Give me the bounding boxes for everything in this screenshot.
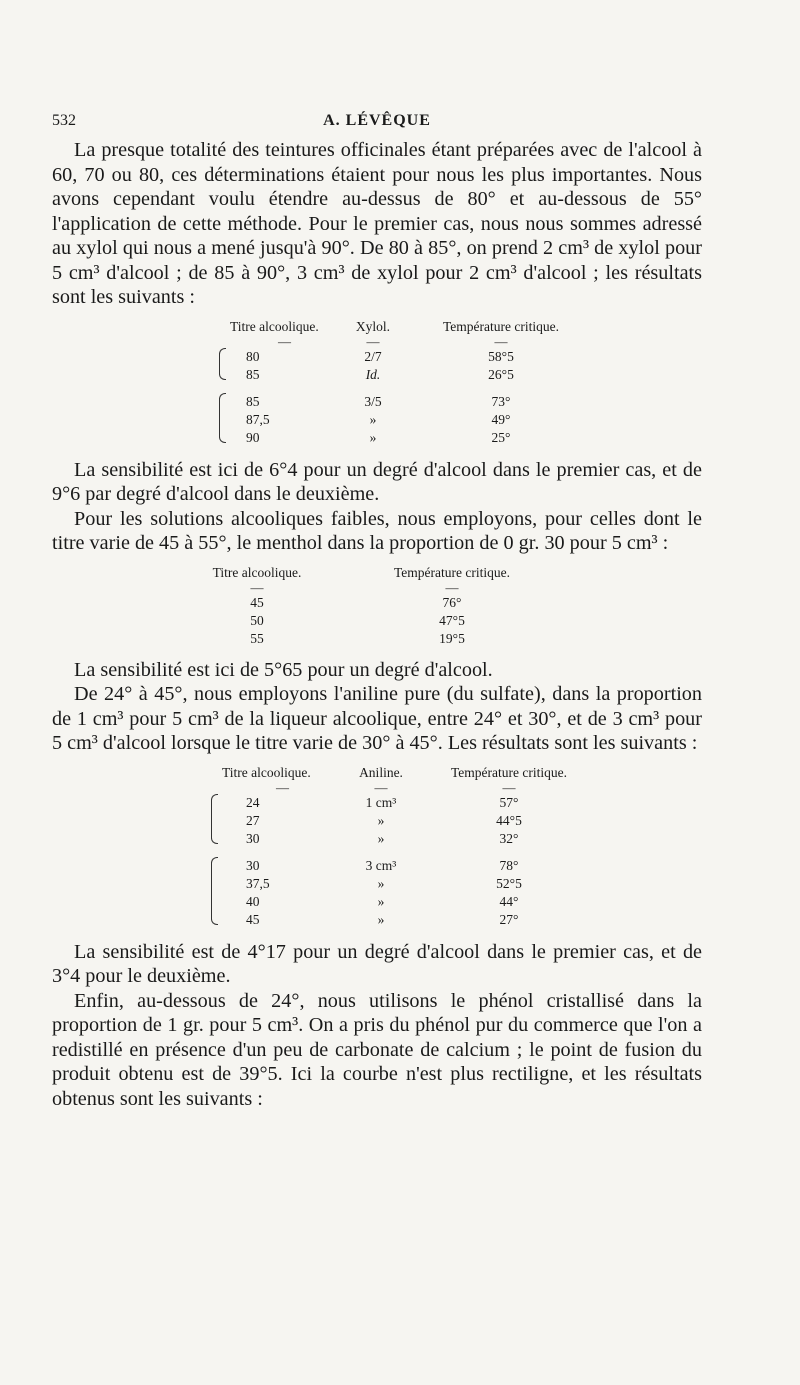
paragraph-7: Enfin, au-dessous de 24°, nous utilisons le phénol cristallisé dans la proportion de 1 gr. pour 5 cm³. On a pris du phénol pur du commerce que l'on a redistillé en présence d'un peu de carbonate de calcium ; le point de fusion du produit obtenu est de 39°5. Ici la courbe n'est plus rectiligne, et les résultats obtenus sont les suivants :: [52, 989, 702, 1110]
paragraph-2: La sensibilité est ici de 6°4 pour un degré d'alcool dans le premier cas, et de 9°6 par degré d'alcool dans le deuxième.: [52, 458, 702, 505]
table-row: 87,5 » 49°: [246, 411, 511, 427]
table-menthol: [192, 564, 582, 648]
table-xylol: [214, 318, 590, 448]
table-row: 45 76°: [250, 594, 462, 610]
paragraph-4: La sensibilité est ici de 5°65 pour un degré d'alcool.: [74, 658, 493, 681]
table1-header-xylol: Xylol.: [355, 318, 391, 334]
paragraph-5: De 24° à 45°, nous employons l'aniline pure (du sulfate), dans la proportion de 1 cm³ pour 5 cm³ de la liqueur alcoolique, entre 24° et 30°, et de 3 cm³ pour 5 cm³ d'alcool lorsque le titre varie de 30° à 45°. Les résultats sont les suivants :: [52, 683, 702, 754]
table1-dash: —: [494, 333, 508, 349]
table1-dash: —: [366, 333, 380, 349]
table-row: 24 1 cm³ 57°: [206, 794, 598, 812]
table-row: 85 Id. 26°5: [246, 367, 514, 383]
paragraph-3: Pour les solutions alcooliques faibles, nous employons, pour celles dont le titre varie de 45 à 55°, le menthol dans la proportion de 0 gr. 30 pour 5 cm³ :: [52, 507, 702, 554]
running-head: A. LÉVÊQUE: [323, 112, 431, 129]
table3-header-aniline: Aniline.: [359, 764, 403, 780]
table1-header-titre: Titre alcoolique.: [230, 318, 319, 334]
table2-dash: —: [445, 579, 459, 595]
brace-icon: [214, 393, 230, 448]
table-row: 30 3 cm³ 78°: [206, 857, 598, 875]
table3-dash: —: [374, 779, 388, 795]
table2-dash: —: [250, 579, 264, 595]
page: [52, 112, 702, 1111]
table3-header-temperature: Température critique.: [451, 764, 567, 780]
table3-dash: —: [502, 779, 516, 795]
table-row: 90 » 25°: [246, 430, 511, 446]
table-aniline: [206, 764, 598, 930]
paragraph-1: La presque totalité des teintures officinales étant préparées avec de l'alcool à 60, 70 ou 80, ces déterminations étaient pour nous les plus importantes. Nous avons cependant voulu étendre au-dessus de 80° et au-dessous de 55° l'application de cette méthode. Pour le premier cas, nous nous sommes adressé au xylol qui nous a mené jusqu'à 90°. De 80 à 85°, on prend 2 cm³ de xylol pour 5 cm³ d'alcool ; de 85 à 90°, 3 cm³ de xylol pour 2 cm³ d'alcool ; les résultats sont les suivants :: [52, 139, 702, 308]
brace-icon: [206, 794, 222, 849]
table-row: 27 » 44°5: [246, 812, 522, 828]
table-row: 85 3/5 73°: [214, 393, 590, 411]
table2-header-titre: Titre alcoolique.: [212, 564, 302, 580]
table3-header-titre: Titre alcoolique.: [222, 764, 311, 780]
brace-icon: [214, 348, 230, 385]
page-number: 532: [52, 112, 76, 129]
paragraph-6: La sensibilité est de 4°17 pour un degré d'alcool dans le premier cas, et de 3°4 pour le deuxième.: [52, 940, 702, 987]
table-row: 40 » 44°: [246, 894, 519, 910]
table-row: 30 » 32°: [246, 831, 519, 847]
table-row: 50 47°5: [250, 612, 465, 628]
table2-header-temperature: Température critique.: [394, 564, 510, 580]
table-row: 37,5 » 52°5: [246, 875, 522, 891]
table1-header-temperature: Température critique.: [443, 318, 559, 334]
table1-dash: —: [278, 333, 291, 349]
page-header: [52, 112, 702, 138]
table-row: 55 19°5: [250, 630, 465, 646]
table-row: 80 2/7 58°5: [214, 348, 590, 367]
table-row: 45 » 27°: [246, 912, 519, 928]
table3-dash: —: [276, 779, 289, 795]
brace-icon: [206, 857, 222, 930]
